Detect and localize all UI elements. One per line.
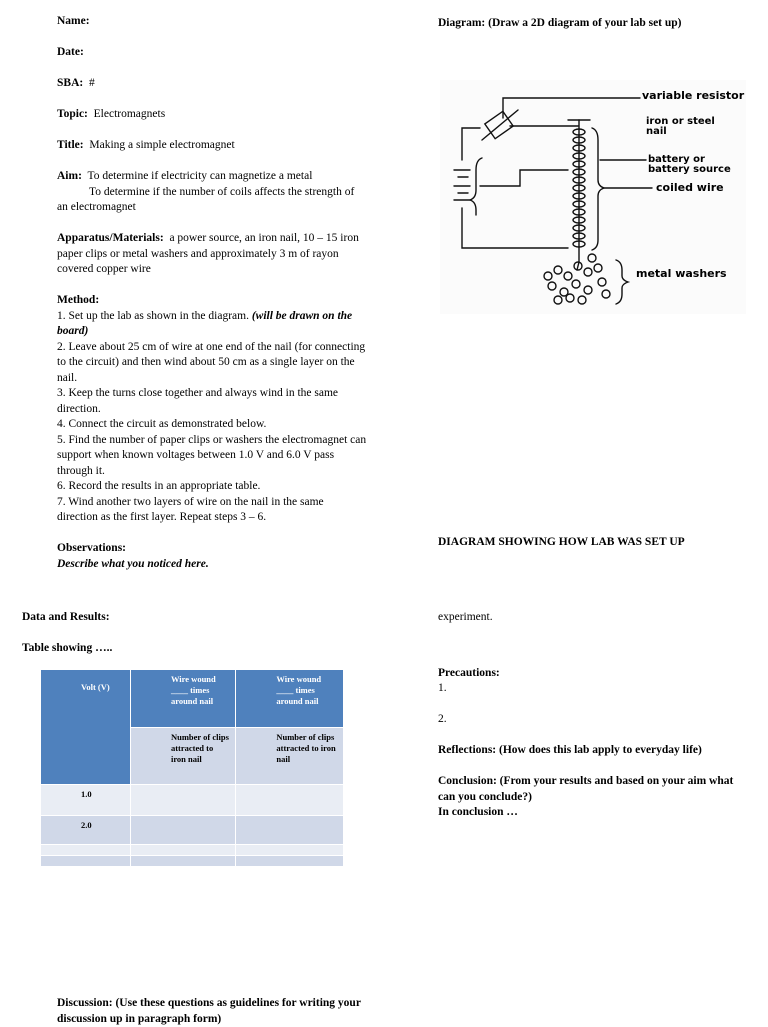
title-value: Making a simple electromagnet	[89, 139, 235, 151]
aim-text-2: To determine if the number of coils affects the strength of an electromagnet	[57, 185, 355, 213]
observations-block	[57, 541, 367, 572]
apparatus-block	[57, 231, 367, 278]
method-label: Method:	[57, 294, 100, 306]
table-row	[41, 856, 344, 867]
table-row	[41, 816, 344, 845]
data-results-heading: Data and Results:	[22, 611, 110, 623]
volt-cell: 1.0	[41, 785, 131, 816]
method-block	[57, 293, 367, 526]
method-step-1-note: (will be drawn on the board)	[57, 309, 353, 337]
name-label: Name:	[57, 15, 90, 27]
diagram-heading: Diagram: (Draw a 2D diagram of your lab set up)	[438, 17, 682, 29]
experiment-text: experiment.	[438, 611, 493, 623]
table-cell	[130, 856, 235, 867]
col2-subheader: Number of clips attracted to iron nail	[130, 728, 235, 785]
precaution-2: 2.	[438, 713, 447, 725]
diagram-caption: DIAGRAM SHOWING HOW LAB WAS SET UP	[438, 536, 685, 548]
table-cell	[236, 856, 344, 867]
col2-header: Wire wound ____ times around nail	[130, 670, 235, 728]
topic-line	[57, 107, 367, 123]
method-step: 5. Find the number of paper clips or washers the electromagnet can support when known voltages between 1.0 V and 6.0 V pass through it.	[57, 433, 367, 477]
method-step: 4. Connect the circuit as demonstrated below.	[57, 418, 267, 430]
date-label: Date:	[57, 46, 84, 58]
table-row	[41, 845, 344, 856]
title-line	[57, 138, 367, 154]
conclusion-start: In conclusion …	[438, 806, 518, 818]
results-table	[40, 669, 344, 867]
resistor-lead-wire	[503, 98, 640, 118]
discussion-label: Discussion: (Use these questions as guidelines for writing your discussion up in paragraph form)	[57, 997, 361, 1025]
left-wire	[462, 128, 480, 160]
reflections-label: Reflections: (How does this lab apply to everyday life)	[438, 744, 702, 756]
table-cell	[236, 845, 344, 856]
table-cell	[236, 785, 344, 816]
coil-label: coiled wire	[656, 181, 724, 194]
table-cell	[236, 816, 344, 845]
volt-header: Volt (V)	[41, 670, 131, 785]
coil-brace	[592, 128, 604, 250]
method-step: 6. Record the results in an appropriate table.	[57, 480, 261, 492]
col3-subheader: Number of clips attracted to iron nail	[236, 728, 344, 785]
battery-label: battery or battery source	[648, 154, 731, 175]
precautions-label: Precautions:	[438, 667, 500, 679]
method-step-1-text: 1. Set up the lab as shown in the diagram.	[57, 309, 249, 322]
washers-brace	[616, 260, 628, 304]
topic-value: Electromagnets	[93, 108, 166, 120]
observations-label: Observations:	[57, 542, 126, 554]
aim-block	[57, 169, 367, 216]
method-step: 2. Leave about 25 cm of wire at one end of the nail (for connecting to the circuit) and then wind about 50 cm as a single layer on the nail.	[57, 340, 366, 384]
col3-header: Wire wound ____ times around nail	[236, 670, 344, 728]
table-cell	[130, 845, 235, 856]
washers-label: metal washers	[636, 267, 727, 280]
apparatus-label: Apparatus/Materials:	[57, 232, 164, 244]
method-step: 7. Wind another two layers of wire on the nail in the same direction as the first layer. Repeat steps 3 – 6.	[57, 495, 324, 523]
table-caption: Table showing …..	[22, 642, 113, 654]
resistor-label: variable resistor	[642, 89, 745, 102]
aim-line-1	[57, 169, 367, 185]
volt-cell	[41, 856, 131, 867]
battery-symbol	[454, 170, 470, 200]
nail-label: iron or steel nail	[646, 116, 715, 137]
lab-setup-diagram	[440, 80, 746, 314]
title-label: Title:	[57, 139, 84, 151]
battery-to-coil-wire	[480, 170, 568, 186]
table-header-row	[41, 670, 344, 728]
sba-line	[57, 76, 367, 92]
sba-label: SBA:	[57, 77, 84, 89]
precaution-1: 1.	[438, 682, 447, 694]
left-column	[57, 14, 367, 572]
method-step: 3. Keep the turns close together and always wind in the same direction.	[57, 387, 339, 415]
apparatus-text: a power source, an iron nail, 10 – 15 iron paper clips or metal washers and approximately 3 m of rayon covered copper wire	[57, 232, 359, 275]
aim-label: Aim:	[57, 170, 82, 182]
aim-text-1: To determine if electricity can magnetize a metal	[87, 170, 313, 182]
table-cell	[130, 785, 235, 816]
metal-washers	[544, 254, 610, 304]
volt-cell	[41, 845, 131, 856]
sba-value: #	[88, 77, 95, 89]
table-row	[41, 785, 344, 816]
bottom-wire	[462, 208, 568, 248]
topic-label: Topic:	[57, 108, 88, 120]
observations-prompt: Describe what you noticed here.	[57, 557, 209, 570]
table-cell	[130, 816, 235, 845]
method-step-1	[57, 309, 367, 340]
conclusion-label: Conclusion: (From your results and based on your aim what can you conclude?)	[438, 775, 734, 803]
volt-cell: 2.0	[41, 816, 131, 845]
